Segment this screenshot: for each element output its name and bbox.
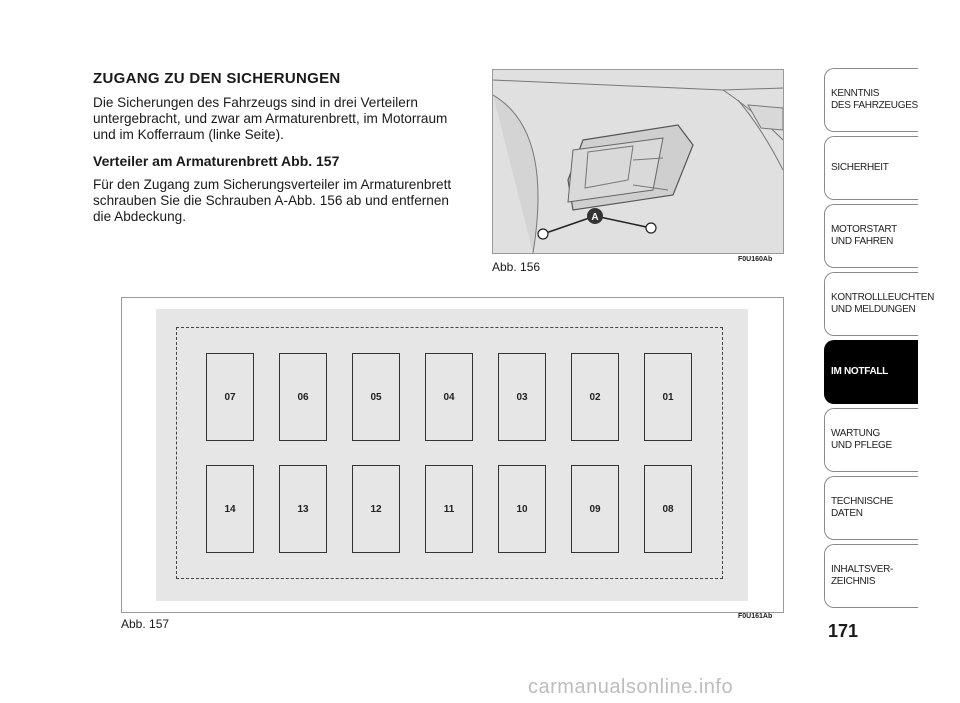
callout-a-label: A — [591, 212, 599, 223]
chapter-tab[interactable]: IM NOTFALL — [824, 340, 918, 404]
fuse-slot: 02 — [571, 353, 619, 441]
fuse-slot: 09 — [571, 465, 619, 553]
chapter-tab[interactable]: WARTUNG UND PFLEGE — [824, 408, 918, 472]
figure-156-code: F0U160Ab — [738, 256, 773, 263]
chapter-tabs — [824, 68, 934, 612]
fuse-slot: 10 — [498, 465, 546, 553]
chapter-tab[interactable]: SICHERHEIT — [824, 136, 918, 200]
fuse-slot: 01 — [644, 353, 692, 441]
intro-paragraph: Die Sicherungen des Fahrzeugs sind in drei Verteilern untergebracht, und zwar am Armaturenbrett, im Motorraum und im Kofferraum (linke Seite). — [93, 95, 448, 142]
figure-156-caption: Abb. 156 — [492, 260, 541, 274]
figure-157-caption: Abb. 157 — [121, 617, 170, 631]
chapter-tab[interactable]: MOTORSTART UND FAHREN — [824, 204, 918, 268]
fuse-slot: 12 — [352, 465, 400, 553]
fuse-slot: 14 — [206, 465, 254, 553]
figure-157-fuse-box — [121, 297, 784, 613]
fuse-slot: 08 — [644, 465, 692, 553]
fuse-slot: 03 — [498, 353, 546, 441]
section-title: ZUGANG ZU DEN SICHERUNGEN — [93, 70, 341, 87]
page-number: 171 — [828, 621, 859, 641]
fuse-slot: 07 — [206, 353, 254, 441]
chapter-tab[interactable]: INHALTSVER- ZEICHNIS — [824, 544, 918, 608]
subsection-title: Verteiler am Armaturenbrett Abb. 157 — [93, 153, 340, 169]
text-column — [93, 70, 453, 235]
fuse-slot: 13 — [279, 465, 327, 553]
chapter-tab[interactable]: KENNTNIS DES FAHRZEUGES — [824, 68, 918, 132]
fuse-slot: 05 — [352, 353, 400, 441]
figure-156-illustration — [492, 69, 784, 254]
fuse-slot: 11 — [425, 465, 473, 553]
chapter-tab[interactable]: TECHNISCHE DATEN — [824, 476, 918, 540]
fuse-slot: 04 — [425, 353, 473, 441]
fuse-slot: 06 — [279, 353, 327, 441]
figure-157-code: F0U161Ab — [738, 613, 773, 620]
body-paragraph: Für den Zugang zum Sicherungsverteiler im Armaturenbrett schrauben Sie die Schrauben A-Abb. 156 ab und entfernen die Abdeckung. — [93, 177, 452, 224]
fuse-panel — [156, 309, 748, 601]
watermark: carmanualsonline.info — [528, 676, 734, 698]
chapter-tab[interactable]: KONTROLLLEUCHTEN UND MELDUNGEN — [824, 272, 918, 336]
